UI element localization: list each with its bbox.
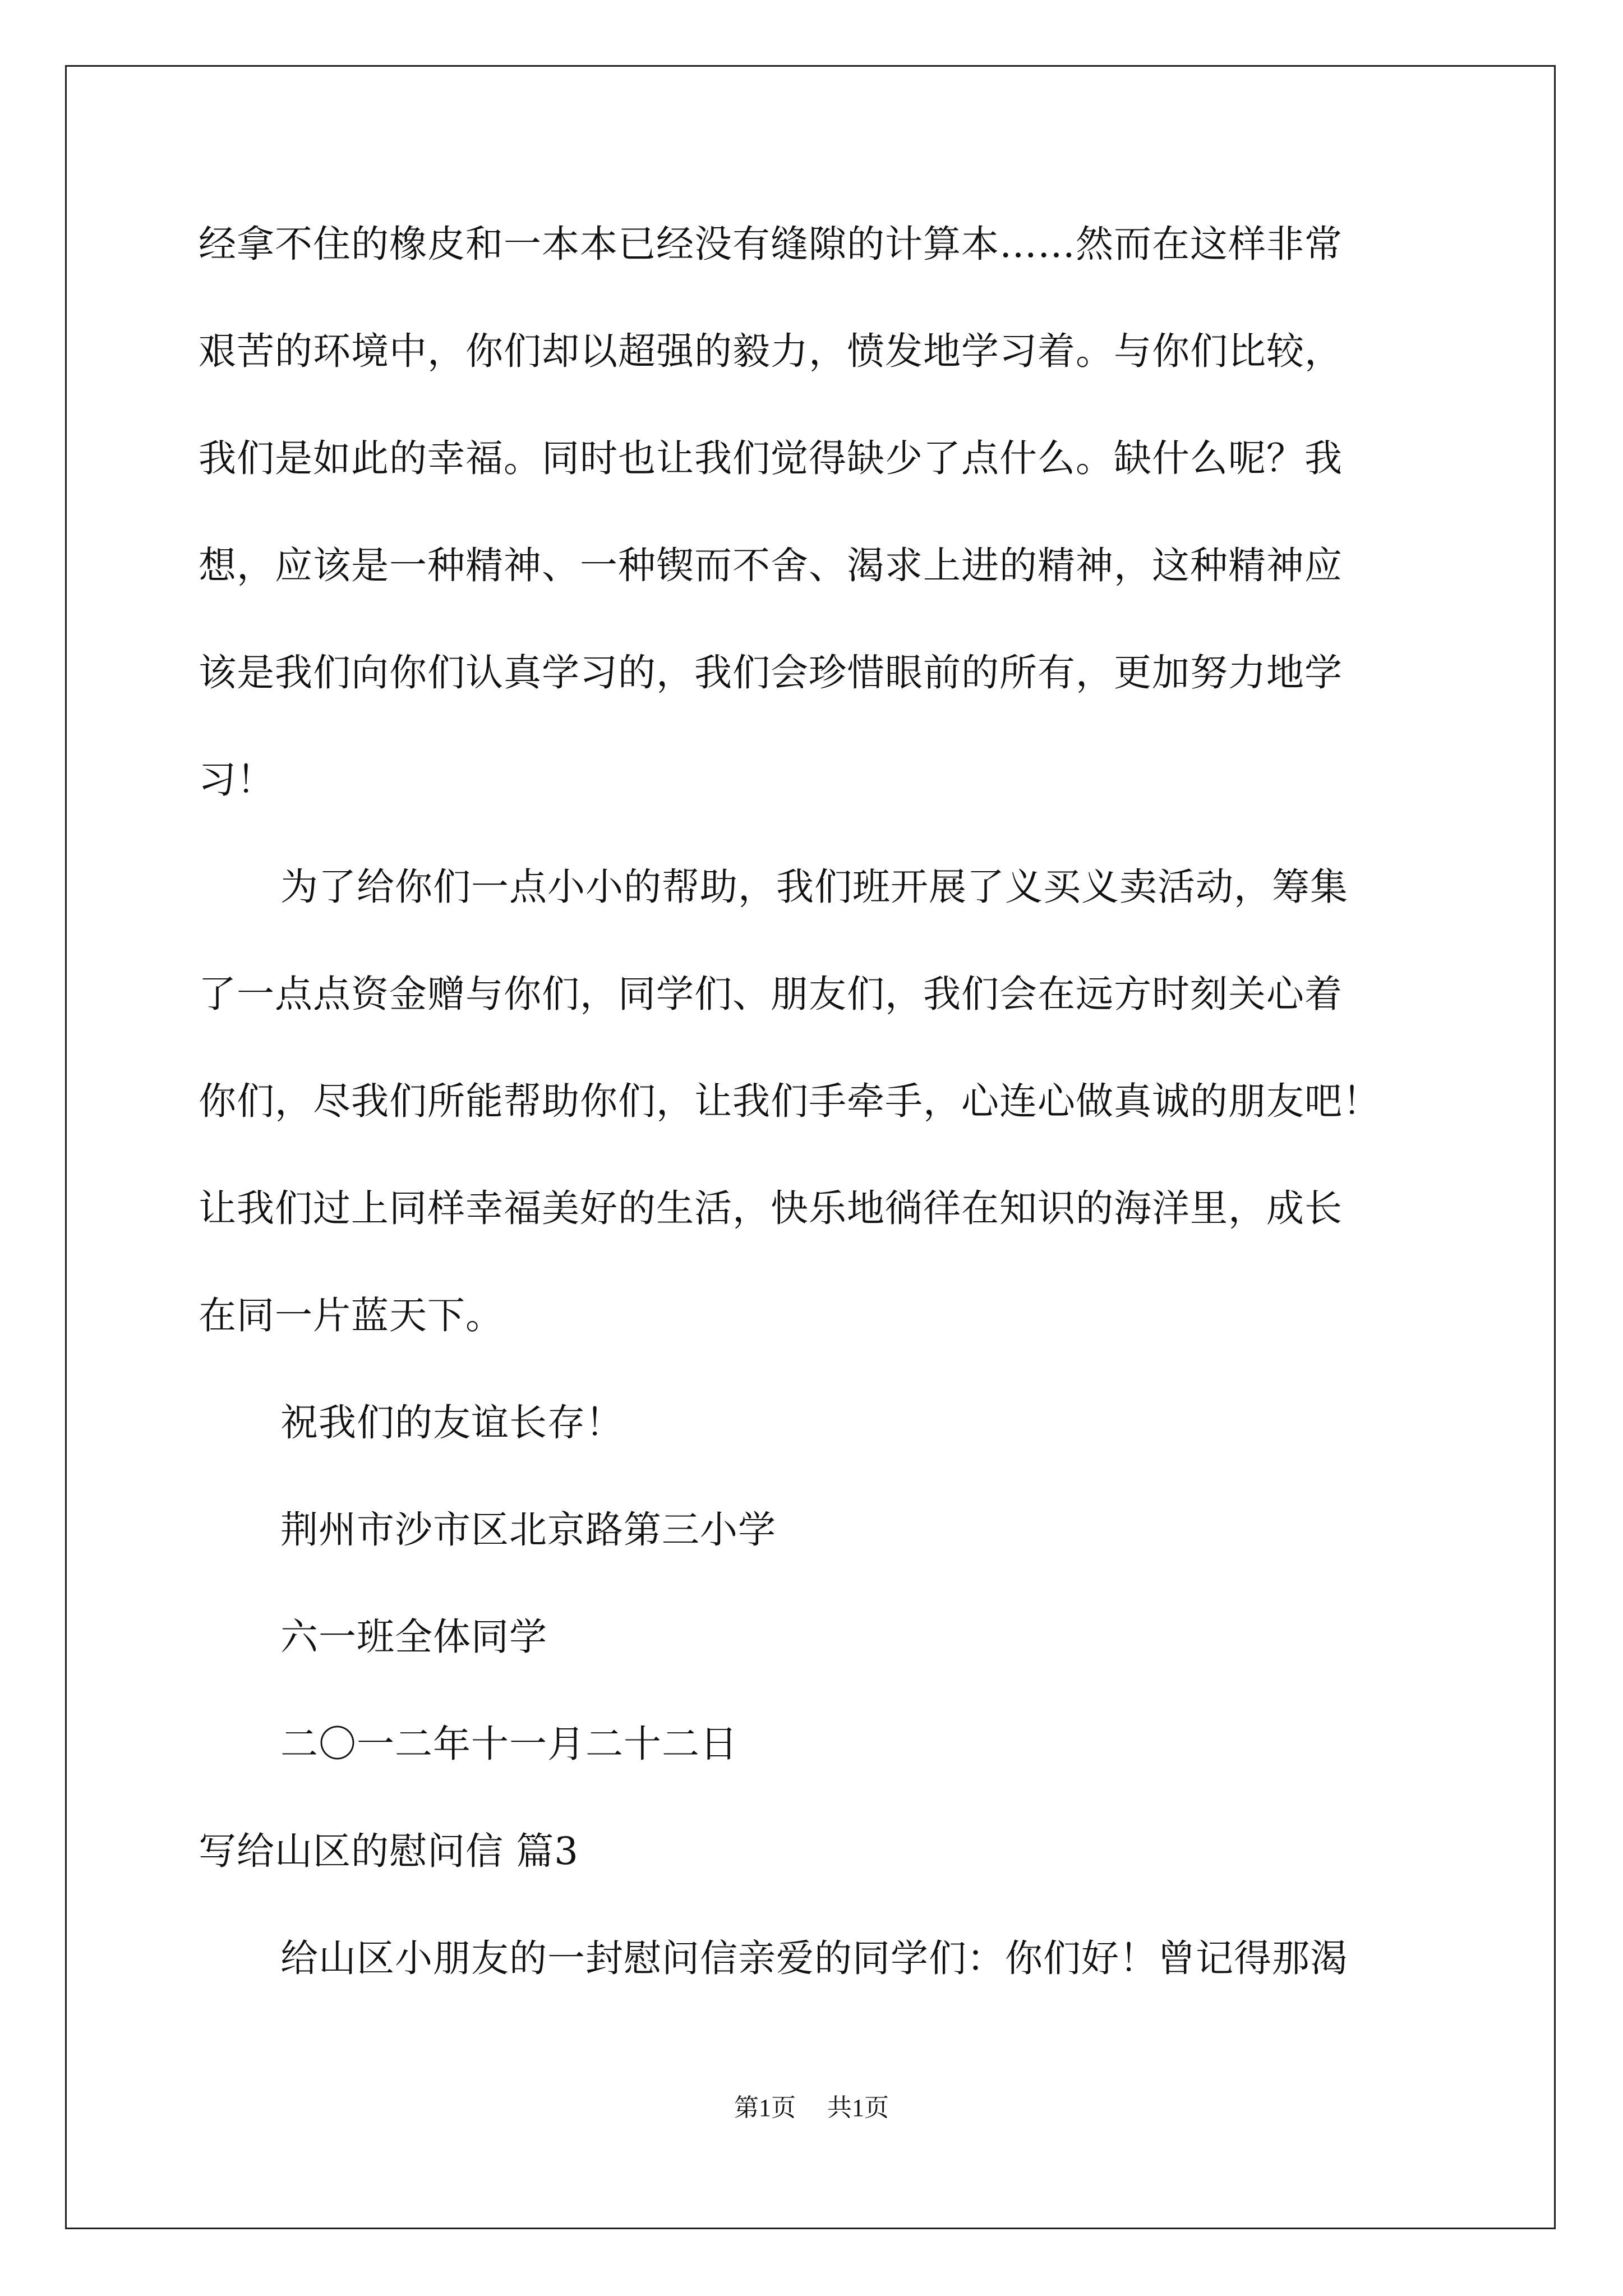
page-total: 共1页 [827, 2094, 889, 2122]
body-line: 我们是如此的幸福。同时也让我们觉得缺少了点什么。缺什么呢？我 [199, 436, 1343, 480]
page-border [65, 65, 1556, 2229]
page-footer [0, 2092, 1623, 2124]
closing-wish: 祝我们的友谊长存！ [280, 1401, 624, 1444]
body-line: 该是我们向你们认真学习的，我们会珍惜眼前的所有，更加努力地学 [199, 651, 1343, 694]
paragraph-start-line: 给山区小朋友的一封慰问信亲爱的同学们：你们好！曾记得那渴 [280, 1936, 1348, 1980]
signature-school: 荆州市沙市区北京路第三小学 [280, 1508, 776, 1552]
body-line: 你们，尽我们所能帮助你们，让我们手牵手，心连心做真诚的朋友吧！ [199, 1079, 1381, 1123]
body-line: 在同一片蓝天下。 [199, 1294, 504, 1337]
body-line: 想，应该是一种精神、一种锲而不舍、渴求上进的精神，这种精神应 [199, 544, 1343, 587]
section-heading: 写给山区的慰问信 篇3 [199, 1829, 579, 1873]
body-line: 让我们过上同样幸福美好的生活，快乐地徜徉在知识的海洋里，成长 [199, 1186, 1343, 1230]
page-number: 第1页 [734, 2094, 796, 2122]
signature-class: 六一班全体同学 [280, 1615, 547, 1659]
body-line: 习！ [199, 758, 275, 802]
signature-date: 二〇一二年十一月二十二日 [280, 1722, 738, 1766]
body-line: 了一点点资金赠与你们，同学们、朋友们，我们会在远方时刻关心着 [199, 972, 1343, 1016]
body-line: 经拿不住的橡皮和一本本已经没有缝隙的计算本……然而在这样非常 [199, 222, 1343, 266]
paragraph-start-line: 为了给你们一点小小的帮助，我们班开展了义买义卖活动，筹集 [280, 865, 1348, 909]
body-line: 艰苦的环境中，你们却以超强的毅力，愤发地学习着。与你们比较， [199, 329, 1343, 373]
